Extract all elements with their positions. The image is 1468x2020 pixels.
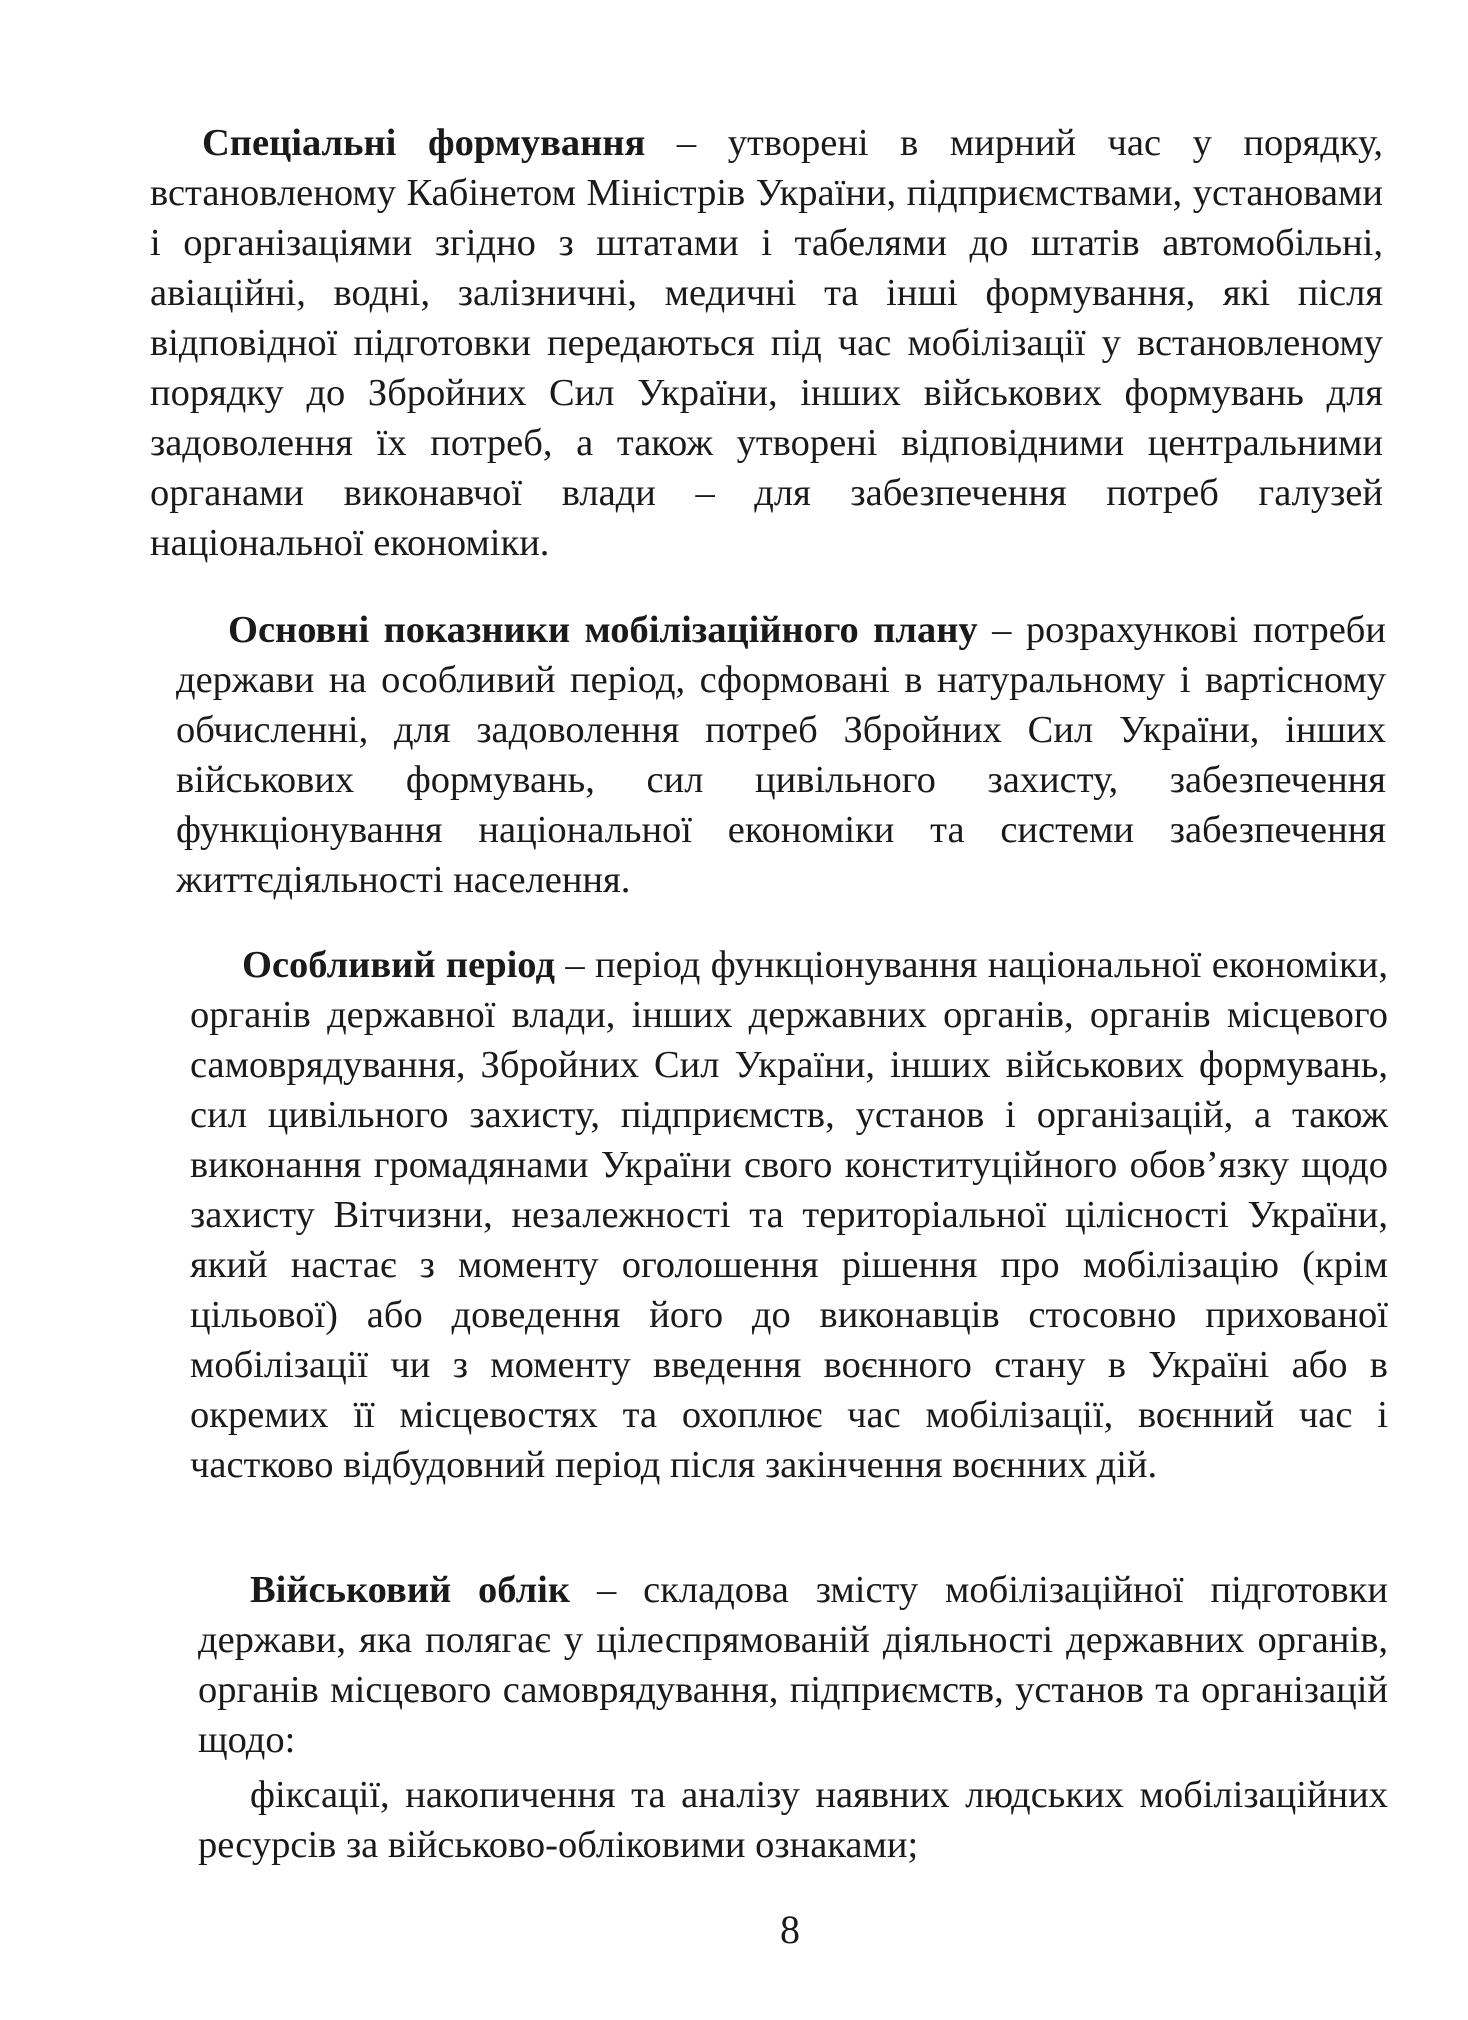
paragraph-mobilization-plan-indicators	[176, 605, 1386, 905]
term-heading: Основні показники мобілізаційного плану	[228, 609, 978, 651]
term-heading: Особливий період	[242, 944, 555, 986]
paragraph-text: – утворені в мирний час у порядку, встановленому Кабінетом Міністрів України, підприємствами, установами і організаціями згідно з штатами і табелями до штатів автомобільні, авіаційні, водні, залізничні, медичні та інші формування, які після відповідної підготовки передаються під час мобілізації у встановленому порядку до Збройних Сил України, інших військових формувань для задоволення їх потреб, а також утворені відповідними центральними органами виконавчої влади – для забезпечення потреб галузей національної економіки.	[150, 122, 1383, 564]
paragraph-text: – розрахункові потреби держави на особливий період, сформовані в натуральному і вартісному обчисленні, для задоволення потреб Збройних Сил України, інших військових формувань, сил цивільного захисту, забезпечення функціонування національної економіки та системи забезпечення життєдіяльності населення.	[176, 609, 1386, 901]
paragraph-special-period	[190, 940, 1388, 1490]
paragraph-text: фіксації, накопичення та аналізу наявних людських мобілізаційних ресурсів за військово-обліковими ознаками;	[198, 1774, 1388, 1866]
paragraph-list-item	[198, 1770, 1388, 1870]
paragraph-military-registration	[198, 1565, 1388, 1765]
page-number: 8	[780, 1907, 800, 1952]
paragraph-text: – складова змісту мобілізаційної підготовки держави, яка полягає у цілеспрямованій діяльності державних органів, органів місцевого самоврядування, підприємств, установ та організацій щодо:	[198, 1569, 1388, 1761]
paragraph-text: – період функціонування національної економіки, органів державної влади, інших державних органів, органів місцевого самоврядування, Збройних Сил України, інших військових формувань, сил цивільного захисту, підприємств, установ і організацій, а також виконання громадянами України свого конституційного обов’язку щодо захисту Вітчизни, незалежності та територіальної цілісності України, який настає з моменту оголошення рішення про мобілізацію (крім цільової) або доведення його до виконавців стосовно прихованої мобілізації чи з моменту введення воєнного стану в Україні або в окремих її місцевостях та охоплює час мобілізації, воєнний час і частково відбудовний період після закінчення воєнних дій.	[190, 944, 1388, 1486]
term-heading: Військовий облік	[250, 1569, 571, 1611]
term-heading: Спеціальні формування	[202, 122, 646, 164]
paragraph-special-formations	[150, 118, 1383, 568]
